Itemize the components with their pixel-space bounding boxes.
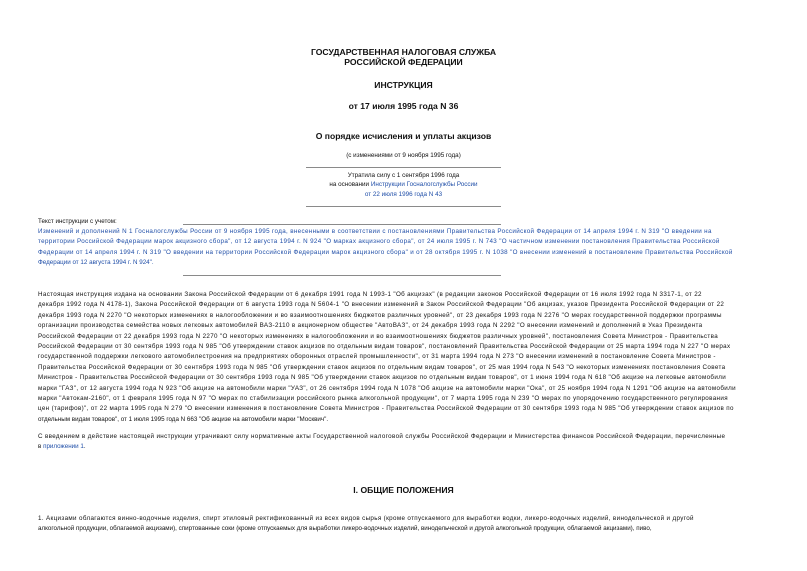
divider-text-note-bottom (183, 275, 501, 276)
intro-line: марки "Автокам-2160", от 1 февраля 1995 года N 97 "О мерах по стабилизации российского рынка алкогольной продукции", от 7 марта 1995 года N 239 "О мерах по упорядочению государственного регулирования (38, 395, 728, 403)
section-title: I. ОБЩИЕ ПОЛОЖЕНИЯ (353, 485, 454, 495)
intro-line: Министров - Правительства Российской Федерации от 30 сентября 1993 года N 985 "Об утверждении ставок акцизов по отдельным видам товаров", от 1 июня 1994 года N 618 "Об акцизе на легковые автомобили (38, 374, 727, 382)
intro-line: организации производства семейства новых легковых автомобилей ВАЗ-2110 в акционерном обществе "АвтоВАЗ", от 24 декабря 1993 года N 2292 "О внесении изменений и дополнений в Указ Президента (38, 322, 703, 330)
annex-suffix: . (83, 443, 86, 451)
intro-line: отдельным видам товаров", от 1 июля 1995 года N 663 "Об акцизе на автомобили марки "Москвич". (38, 415, 329, 423)
text-note-line[interactable]: Федерации от 12 августа 1994 г. N 924". (38, 259, 154, 267)
intro-line: декабря 1993 года N 2270 "О некоторых изменениях в налогообложении и во взаимоотношениях бюджетов различных уровней", от 23 декабря 1993 года N 2276 "О мерах государственной поддержки программы (38, 311, 722, 319)
intro-line: марки "ГАЗ", от 12 августа 1994 года N 923 "Об акцизе на автомобили марки "УАЗ", от 26 сентября 1994 года N 1078 "Об акцизе на автомобили марки "Ока", от 25 ноября 1994 года N 1291 "Об акцизе на автомобили (38, 384, 736, 392)
validity-line3 (0, 190, 807, 199)
changes-note: (с изменениями от 9 ноября 1995 года) (346, 152, 461, 159)
intro-line: Правительства Российской Федерации от 30 сентября 1993 года N 985 "Об утверждении ставок акцизов по отдельным видам товаров", от 25 мая 1994 года N 543 "О некоторых изменениях постановления Совета (38, 363, 726, 371)
divider-bottom (306, 206, 501, 207)
validity-date-link[interactable]: от 22 июля 1996 года N 43 (364, 191, 443, 198)
document-date: от 17 июля 1995 года N 36 (348, 101, 459, 111)
text-note-amendments[interactable] (38, 227, 770, 269)
document-type: ИНСТРУКЦИЯ (374, 80, 433, 90)
annex-prefix: в (38, 443, 44, 451)
intro-line: Российской Федерации от 22 декабря 1993 года N 2270 "О некоторых изменениях в налогообложении и во взаимоотношениях бюджетов различных уровней", постановления Совета Министров - Правительства (38, 332, 719, 340)
intro-line: цен (тарифов)", от 22 марта 1995 года N 279 "О внесении изменения в постановление Совета Министров - Правительства Российской Федерации от 30 сентября 1993 года N 985 "Об утверждении ставок акцизов по (38, 405, 734, 413)
intro-line: государственной поддержки легкового автомобилестроения на предприятиях оборонных отраслей промышленности", от 31 марта 1994 года N 273 "О внесении изменений в постановление Совета Министров - (38, 353, 716, 361)
text-note-line[interactable]: Изменений и дополнений N 1 Госналогслужбы России от 9 ноября 1995 года, внесенными в соответствии с постановлениями Правительства Российской Федерации от 14 апреля 1994 г. N 319 "О введении на (38, 228, 712, 235)
intro-line: декабря 1992 года N 4178-1), Закона Российской Федерации от 6 августа 1993 года N 5604-1 "О внесении изменений в Закон Российской Федерации "Об акцизах, указов Президента Российской Федерации от 22 (38, 301, 725, 309)
org-name-line2: РОССИЙСКОЙ ФЕДЕРАЦИИ (344, 57, 463, 67)
text-note-line[interactable]: Федерации от 14 апреля 1994 г. N 319 "О введении на территории Российской Федерации марок акцизного сбора" и от 28 октября 1995 г. N 1038 "О внесении изменений в постановление Правительства Российской (38, 248, 733, 256)
validity-prefix: на основании (329, 181, 371, 188)
annex-link[interactable]: приложении 1 (43, 443, 84, 451)
annex-line (38, 442, 770, 452)
org-name-line1: ГОСУДАРСТВЕННАЯ НАЛОГОВАЯ СЛУЖБА (310, 47, 497, 57)
annex-line: С введением в действие настоящей инструкции утрачивают силу нормативные акты Государственной налоговой службы Российской Федерации и Министерства финансов Российской Федерации, перечисленные (38, 433, 726, 440)
section1-paragraph (38, 514, 770, 535)
text-note-label (38, 217, 770, 227)
divider-text-note-top (183, 224, 501, 225)
intro-line: Настоящая инструкция издана на основании Закона Российской Федерации от 6 декабря 1991 года N 1993-1 "Об акцизах" (в редакции законов Российской Федерации от 16 июля 1992 года N 3317-1, от 22 (38, 291, 702, 298)
intro-paragraph (38, 290, 770, 425)
divider-top (306, 167, 501, 168)
document-title: О порядке исчисления и уплаты акцизов (315, 131, 492, 141)
text-note-label-text: Текст инструкции с учетом: (38, 218, 117, 225)
validity-line2 (0, 180, 807, 189)
section1-line: алкогольной продукции, облагаемой акцизами), спиртованные соки (кроме отпускаемых для выработки ликеро-водочных изделий, винодельческой и другой алкогольной продукции, облагаемой акцизами), пиво, (38, 525, 652, 533)
text-note-line[interactable]: территории Российской Федерации марок акцизного сбора", от 12 августа 1994 г. N 924 "О марках акцизного сбора", от 24 июля 1995 г. N 743 "О частичном изменении постановления Правительства Российской (38, 238, 720, 246)
intro-line: Российской Федерации от 30 сентября 1993 года N 985 "Об утверждении ставок акцизов по отдельным видам товаров", постановлений Правительства Российской Федерации от 25 марта 1994 года N 227 "О мерах (38, 343, 731, 351)
validity-line1: Утратила силу с 1 сентября 1996 года (347, 172, 460, 179)
annex-paragraph (38, 432, 770, 453)
validity-instruction-link[interactable]: Инструкции Госналогслужбы России (370, 181, 478, 188)
section1-line: 1. Акцизами облагаются винно-водочные изделия, спирт этиловый ректификованный из всех видов сырья (кроме отпускаемого для выработки водки, ликеро-водочных изделий, винодельческой и другой (38, 515, 694, 522)
